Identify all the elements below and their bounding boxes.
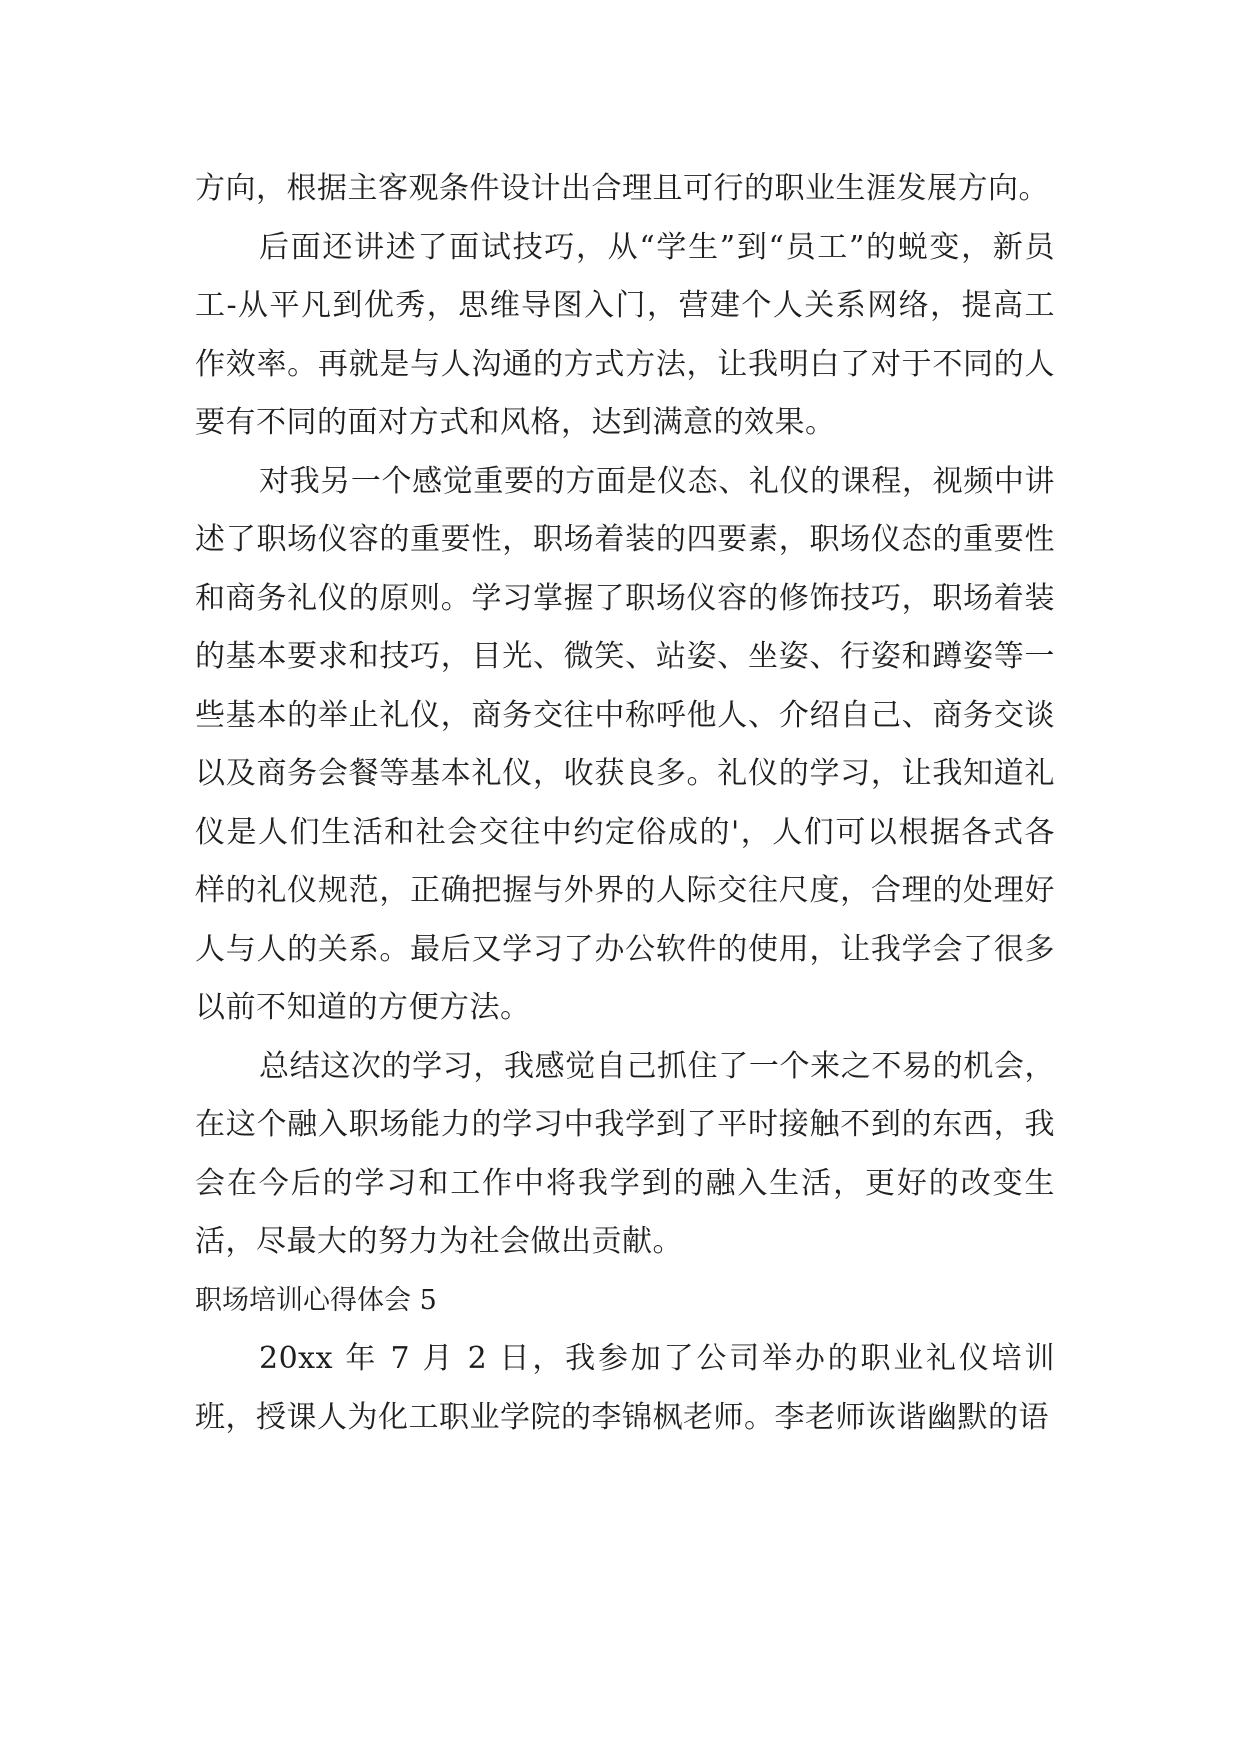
- paragraph-summary: 总结这次的学习，我感觉自己抓住了一个来之不易的机会，在这个融入职场能力的学习中我学到了平时接触不到的东西，我会在今后的学习和工作中将我学到的融入生活，更好的改变生活，尽最大的努力为社会做出贡献。: [195, 1048, 1055, 1259]
- paragraph-interview-skills: 后面还讲述了面试技巧，从“学生”到“员工”的蜕变，新员工-从平凡到优秀，思维导图入门，营建个人关系网络，提高工作效率。再就是与人沟通的方式方法，让我明白了对于不同的人要有不同的面对方式和风格，达到满意的效果。: [195, 229, 1055, 440]
- section-heading: 职场培训心得体会 5: [195, 1284, 437, 1316]
- paragraph-training-intro: 20xx 年 7 月 2 日，我参加了公司举办的职业礼仪培训班，授课人为化工职业学院的李锦枫老师。李老师诙谐幽默的语: [195, 1341, 1055, 1435]
- document-body: [195, 160, 1055, 1447]
- paragraph-career-direction: 方向，根据主客观条件设计出合理且可行的职业生涯发展方向。: [195, 171, 1049, 206]
- paragraph-etiquette-course: 对我另一个感觉重要的方面是仪态、礼仪的课程，视频中讲述了职场仪容的重要性，职场着装的四要素，职场仪态的重要性和商务礼仪的原则。学习掌握了职场仪容的修饰技巧，职场着装的基本要求和技巧，目光、微笑、站姿、坐姿、行姿和蹲姿等一些基本的举止礼仪，商务交往中称呼他人、介绍自己、商务交谈以及商务会餐等基本礼仪，收获良多。礼仪的学习，让我知道礼仪是人们生活和社会交往中约定俗成的'，人们可以根据各式各样的礼仪规范，正确把握与外界的人际交往尺度，合理的处理好人与人的关系。最后又学习了办公软件的使用，让我学会了很多以前不知道的方便方法。: [195, 463, 1055, 1025]
